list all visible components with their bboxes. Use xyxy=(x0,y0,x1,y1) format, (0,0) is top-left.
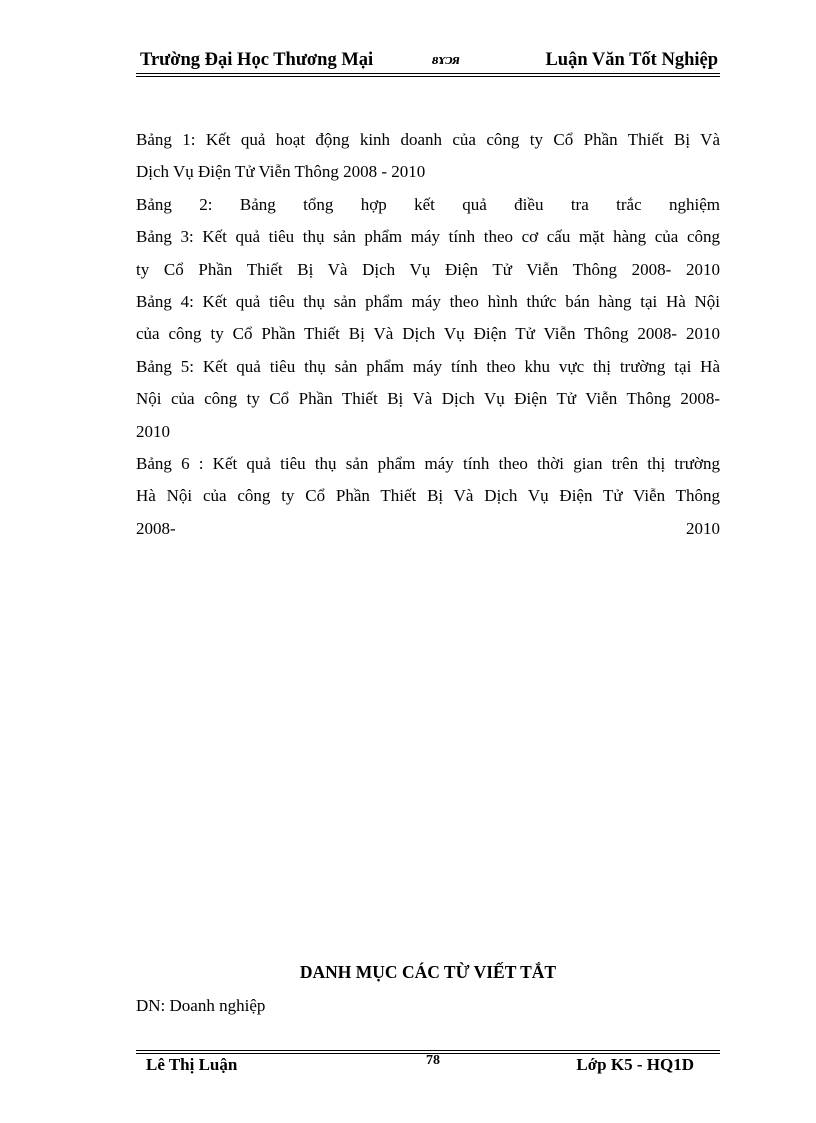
table-list-item: Hà Nội của công ty Cổ Phần Thiết Bị Và Dịch Vụ Điện Tử Viễn Thông xyxy=(136,486,720,506)
table-list-item: ty Cổ Phần Thiết Bị Và Dịch Vụ Điện Tử Viễn Thông 2008- 2010 xyxy=(136,259,720,279)
page-footer xyxy=(136,1046,720,1086)
page-header xyxy=(136,46,720,76)
footer-rule xyxy=(136,1050,720,1051)
table-list-item: của công ty Cổ Phần Thiết Bị Và Dịch Vụ Điện Tử Viễn Thông 2008- 2010 xyxy=(136,324,720,344)
header-ornament: ᴕɤᴐᴙ xyxy=(432,52,460,68)
table-list-item: Bảng 3: Kết quả tiêu thụ sản phẩm máy tính theo cơ cấu mặt hàng của công xyxy=(136,227,720,247)
table-list-item: 2010 xyxy=(136,421,170,441)
header-doc-type: Luận Văn Tốt Nghiệp xyxy=(545,50,718,70)
footer-author: Lê Thị Luận xyxy=(146,1055,238,1074)
table-list-item: Bảng 2: Bảng tổng hợp kết quả điều tra trắc nghiệm xyxy=(136,194,720,214)
table-list xyxy=(136,124,720,545)
table-list-item: Bảng 6 : Kết quả tiêu thụ sản phẩm máy tính theo thời gian trên thị trường xyxy=(136,454,720,474)
table-list-item: 2008- 2010 xyxy=(136,518,720,538)
header-school: Trường Đại Học Thương Mại xyxy=(140,50,374,70)
abbreviations-title: DANH MỤC CÁC TỪ VIẾT TẮT xyxy=(299,962,557,982)
table-list-item: Dịch Vụ Điện Tử Viễn Thông 2008 - 2010 xyxy=(136,162,426,182)
table-list-item: Bảng 4: Kết quả tiêu thụ sản phẩm máy theo hình thức bán hàng tại Hà Nội xyxy=(136,292,720,312)
header-rule xyxy=(136,76,720,77)
footer-class: Lớp K5 - HQ1D xyxy=(576,1055,694,1074)
table-list-item: Nội của công ty Cổ Phần Thiết Bị Và Dịch Vụ Điện Tử Viễn Thông 2008- xyxy=(136,389,720,409)
page-number: 78 xyxy=(426,1053,440,1068)
abbreviation-item: DN: Doanh nghiệp xyxy=(136,996,266,1015)
table-list-item: Bảng 1: Kết quả hoạt động kinh doanh của công ty Cổ Phần Thiết Bị Và xyxy=(136,130,720,149)
table-list-item: Bảng 5: Kết quả tiêu thụ sản phẩm máy tính theo khu vực thị trường tại Hà xyxy=(136,356,720,376)
header-rule xyxy=(136,73,720,74)
